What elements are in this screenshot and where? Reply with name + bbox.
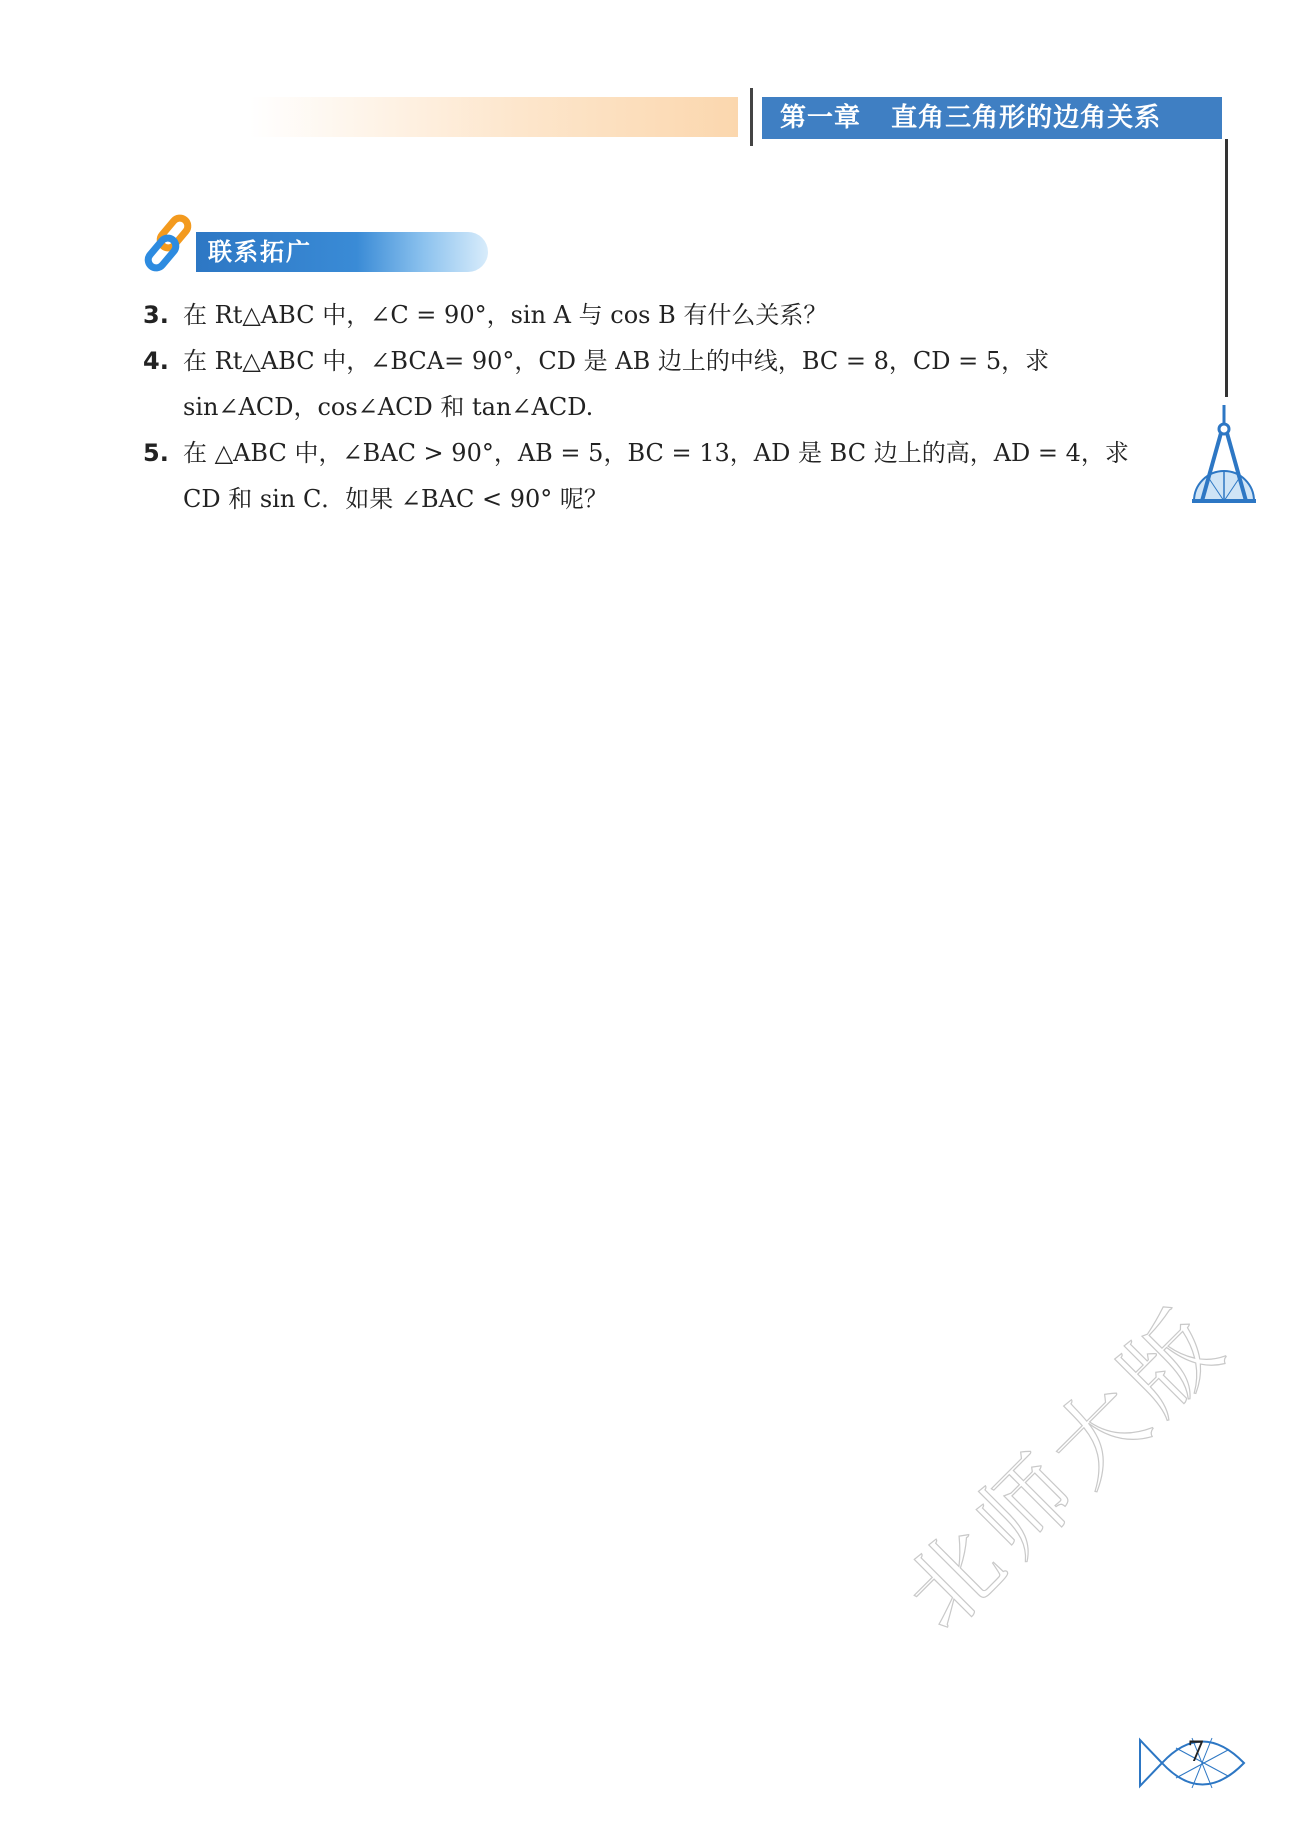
compass-icon bbox=[1188, 405, 1260, 505]
section-label: 联系拓广 bbox=[208, 238, 312, 266]
problem-item bbox=[143, 338, 1173, 430]
chapter-title: 第一章 直角三角形的边角关系 bbox=[762, 97, 1222, 139]
problem-text: 在 Rt△ABC 中，∠BCA= 90°，CD 是 AB 边上的中线，BC = 8，CD = 5，求 sin∠ACD，cos∠ACD 和 tan∠ACD. bbox=[183, 347, 1057, 421]
header-divider bbox=[750, 88, 753, 146]
problem-text: 在 △ABC 中，∠BAC > 90°，AB = 5，BC = 13，AD 是 BC 边上的高，AD = 4，求 CD 和 sin C．如果 ∠BAC < 90° 呢？ bbox=[183, 439, 1137, 513]
page-number: 7 bbox=[1187, 1735, 1205, 1768]
chain-link-icon bbox=[140, 212, 204, 276]
problem-number: 5. bbox=[143, 439, 169, 467]
problem-item bbox=[143, 430, 1173, 522]
side-divider bbox=[1225, 139, 1228, 397]
problem-text: 在 Rt△ABC 中，∠C = 90°，sin A 与 cos B 有什么关系？ bbox=[183, 301, 828, 329]
problem-number: 4. bbox=[143, 347, 169, 375]
problem-number: 3. bbox=[143, 301, 169, 329]
problem-list bbox=[143, 292, 1173, 522]
header-decoration-band bbox=[250, 97, 738, 137]
publisher-watermark: 北师大版 bbox=[884, 1285, 1249, 1650]
problem-item bbox=[143, 292, 1173, 338]
